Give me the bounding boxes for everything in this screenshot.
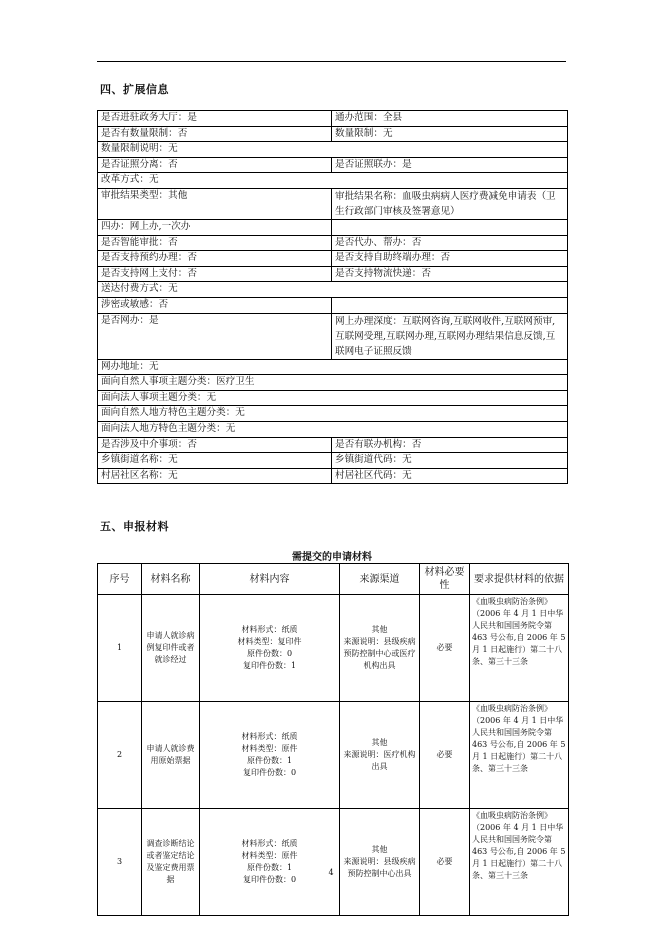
cell-basis: 《血吸虫病防治条例》（2006 年 4 月 1 日中华人民共和国国务院令第 463 号公布,自 2006 年 5 月 1 日起施行）第二十八条、第三十三条 [470, 809, 569, 916]
content-line: 复印件份数：1 [242, 661, 297, 670]
section-4-title: 四、扩展信息 [100, 83, 169, 96]
table-cell: 数量限制说明：无 [98, 142, 568, 158]
table-row [98, 437, 568, 453]
table-row [98, 390, 568, 406]
table-row [98, 468, 568, 484]
table-cell: 是否支持自助终端办理：否 [332, 251, 568, 267]
table-row [98, 126, 568, 142]
table-cell: 是否支持预约办理：否 [98, 251, 332, 267]
table-row [98, 235, 568, 251]
table-row [98, 809, 569, 916]
cell-no: 1 [98, 595, 142, 702]
header-rule [97, 61, 566, 62]
cell-name: 申请人就诊费用原始票据 [142, 702, 200, 809]
table-cell [332, 297, 568, 313]
table-row [98, 219, 568, 235]
table-cell: 面向法人地方特色主题分类：无 [98, 421, 568, 437]
cell-basis: 《血吸虫病防治条例》（2006 年 4 月 1 日中华人民共和国国务院令第 463 号公布,自 2006 年 5 月 1 日起施行）第二十八条、第三十三条 [470, 595, 569, 702]
table-cell: 是否进驻政务大厅：是 [98, 111, 332, 127]
header-content: 材料内容 [200, 564, 340, 595]
table-row [98, 702, 569, 809]
table-cell: 是否支持物流快递：否 [332, 266, 568, 282]
table-cell: 乡镇街道名称：无 [98, 453, 332, 469]
content-line: 材料形式：纸质 [241, 839, 298, 848]
section-5-title: 五、申报材料 [100, 520, 169, 533]
content-line: 材料类型：复印件 [237, 637, 302, 646]
content-line: 原件份数：1 [246, 863, 293, 872]
page-number: 4 [328, 868, 334, 877]
cell-required: 必要 [420, 595, 470, 702]
table-row [98, 142, 568, 158]
table-cell: 是否有数量限制：否 [98, 126, 332, 142]
table-row [98, 188, 568, 219]
table-row [98, 359, 568, 375]
header-required: 材料必要性 [420, 564, 470, 595]
header-name: 材料名称 [142, 564, 200, 595]
table-row [98, 282, 568, 298]
cell-required: 必要 [420, 702, 470, 809]
table-cell: 是否智能审批：否 [98, 235, 332, 251]
table-row [98, 297, 568, 313]
table-cell: 面向自然人地方特色主题分类：无 [98, 406, 568, 422]
header-no: 序号 [98, 564, 142, 595]
table-row [98, 173, 568, 189]
table-row [98, 406, 568, 422]
table-cell: 村居社区代码：无 [332, 468, 568, 484]
table-row [98, 111, 568, 127]
cell-name: 申请人就诊病例复印件或者就诊经过 [142, 595, 200, 702]
table-cell: 网上办理深度：互联网咨询,互联网收件,互联网预审,互联网受理,互联网办理,互联网办理结果信息反馈,互联网电子证照反馈 [332, 313, 568, 359]
cell-no: 3 [98, 809, 142, 916]
cell-content [200, 595, 340, 702]
table-cell: 是否支持网上支付：否 [98, 266, 332, 282]
table-header-row [98, 564, 569, 595]
table-cell: 四办：网上办,一次办 [98, 219, 332, 235]
content-line: 材料形式：纸质 [241, 625, 298, 634]
table-cell: 面向法人事项主题分类：无 [98, 390, 568, 406]
cell-content [200, 702, 340, 809]
table-cell: 审批结果名称：血吸虫病病人医疗费减免申请表（卫生行政部门审核及签署意见） [332, 188, 568, 219]
table-row [98, 595, 569, 702]
table-cell: 审批结果类型：其他 [98, 188, 332, 219]
cell-name: 调查诊断结论或者鉴定结论及鉴定费用票据 [142, 809, 200, 916]
content-line: 复印件份数：0 [242, 875, 297, 884]
materials-table [97, 563, 569, 916]
header-basis: 要求提供材料的依据 [470, 564, 569, 595]
table-cell: 乡镇街道代码：无 [332, 453, 568, 469]
table-row [98, 421, 568, 437]
cell-source: 其他 来源说明：医疗机构出具 [340, 702, 420, 809]
cell-required: 必要 [420, 809, 470, 916]
table-row [98, 453, 568, 469]
table-cell: 村居社区名称：无 [98, 468, 332, 484]
table-cell: 是否代办、帮办：否 [332, 235, 568, 251]
table-cell: 涉密或敏感：否 [98, 297, 332, 313]
table-cell: 是否有联办机构：否 [332, 437, 568, 453]
table-row [98, 157, 568, 173]
content-line: 材料类型：原件 [241, 744, 298, 753]
cell-no: 2 [98, 702, 142, 809]
table-row [98, 251, 568, 267]
table-cell: 面向自然人事项主题分类：医疗卫生 [98, 375, 568, 391]
table-cell: 是否证照联办：是 [332, 157, 568, 173]
table-cell: 改革方式：无 [98, 173, 568, 189]
content-line: 材料类型：原件 [241, 851, 298, 860]
materials-table-clip [97, 563, 568, 884]
table-row [98, 266, 568, 282]
table-cell: 送达付费方式：无 [98, 282, 568, 298]
extended-info-table [97, 110, 568, 484]
header-source: 来源渠道 [340, 564, 420, 595]
table-cell: 通办范围：全县 [332, 111, 568, 127]
content-line: 材料形式：纸质 [241, 732, 298, 741]
content-line: 原件份数：0 [246, 649, 293, 658]
materials-caption: 需提交的申请材料 [292, 552, 372, 563]
table-cell: 是否涉及中介事项：否 [98, 437, 332, 453]
cell-source: 其他 来源说明：县级疾病预防控制中心出具 [340, 809, 420, 916]
content-line: 复印件份数：0 [242, 768, 297, 777]
cell-content [200, 809, 340, 916]
table-cell: 网办地址：无 [98, 359, 568, 375]
table-row [98, 313, 568, 359]
content-line: 原件份数：1 [246, 756, 293, 765]
cell-source: 其他 来源说明：县级疾病预防控制中心或医疗机构出具 [340, 595, 420, 702]
cell-basis: 《血吸虫病防治条例》（2006 年 4 月 1 日中华人民共和国国务院令第 463 号公布,自 2006 年 5 月 1 日起施行）第二十八条、第三十三条 [470, 702, 569, 809]
table-cell: 是否证照分离：否 [98, 157, 332, 173]
table-row [98, 375, 568, 391]
table-cell: 数量限制：无 [332, 126, 568, 142]
table-cell [332, 219, 568, 235]
table-cell: 是否网办：是 [98, 313, 332, 359]
